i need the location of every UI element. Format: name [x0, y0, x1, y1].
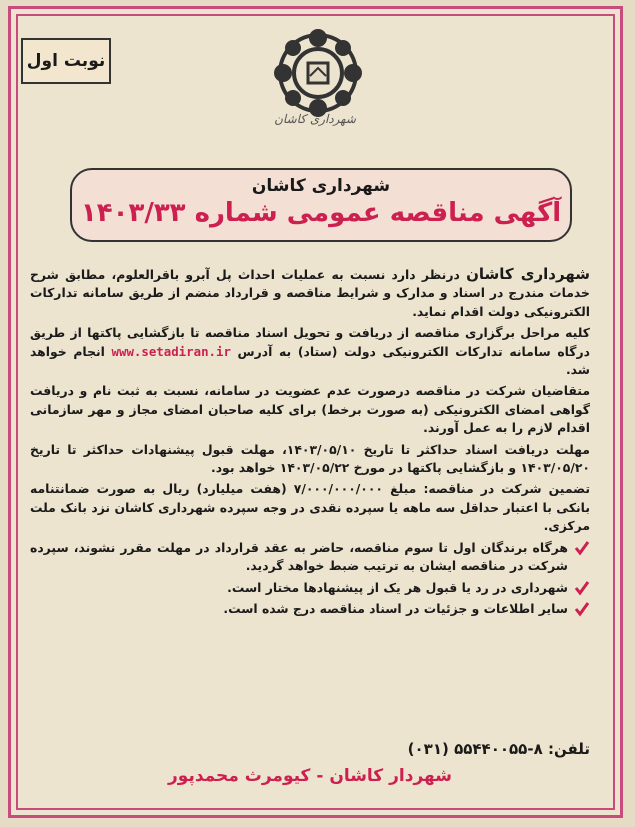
list-item: [30, 600, 590, 618]
setadiran-link[interactable]: www.setadiran.ir: [111, 343, 231, 359]
intro-text: درنظر دارد نسبت به عملیات احداث پل آبرو باقرالعلوم، مطابق شرح خدمات مندرج در اسناد و مدارک و شرایط مناقصه و قرارداد منضم از طریق سامانه تدارکات الکترونیکی دولت اقدام نماید.: [30, 267, 590, 319]
paragraph-process: [30, 324, 590, 379]
organization-name: شهرداری کاشان: [251, 176, 391, 196]
paragraph-intro: [30, 265, 590, 321]
list-item-text: شهرداری در رد یا قبول هر یک از پیشنهادها مختار است.: [227, 579, 568, 595]
list-item: [30, 579, 590, 597]
process-text: کلیه مراحل برگزاری مناقصه از دریافت و تحویل اسناد مناقصه تا بازگشایی پاکتها از طریق درگاه سامانه تدارکات الکترونیکی دولت (ستاد) به آدرس: [30, 325, 590, 359]
logo-caption: شهرداری کاشان: [274, 112, 356, 126]
organization-name-inline: شهرداری کاشان: [466, 265, 590, 283]
kashan-municipality-logo-icon: [268, 28, 368, 148]
list-item-text: هرگاه برندگان اول تا سوم مناقصه، حاضر به عقد قرارداد در مهلت مقرر نشوند، سپرده شرکت در مناقصه ایشان به ترتیب ضبط خواهد گردید.: [30, 539, 568, 574]
checkmark-icon: [574, 601, 590, 617]
conditions-list: [30, 539, 590, 619]
announcement-body: [30, 265, 590, 621]
paragraph-deadlines: مهلت دریافت اسناد حداکثر تا تاریخ ۱۴۰۳/۰۵/۱۰، مهلت قبول پیشنهادات حداکثر تا تاریخ ۱۴۰۳/۰۵/۲۰ و بازگشایی پاکتها در مورخ ۱۴۰۳/۰۵/۲۲ خواهد بود.: [30, 441, 590, 476]
process-end-text: انجام خواهد شد.: [30, 343, 590, 378]
publication-round-badge: نوبت اول: [21, 38, 111, 84]
paragraph-registration: متقاضیان شرکت در مناقصه درصورت عدم عضویت در سامانه، نسبت به ثبت نام و دریافت گواهی امضای الکترونیکی (به صورت برخط) برای کلیه صاحبان امضای مجاز و مهر سازمانی اقدام لازم را به عمل آورند.: [30, 383, 590, 436]
title-box: [70, 168, 572, 242]
checkmark-icon: [574, 580, 590, 596]
list-item: [30, 539, 590, 576]
mayor-signature: شهردار کاشان - کیومرث محمدپور: [168, 766, 452, 786]
contact-phone: تلفن: ۸-۵۵۴۴۰۰۵۵ (۰۳۱): [407, 740, 590, 758]
checkmark-icon: [574, 540, 590, 556]
list-item-text: سایر اطلاعات و جزئیات در اسناد مناقصه درج شده است.: [223, 600, 568, 616]
paragraph-guarantee: تضمین شرکت در مناقصه: مبلغ ۷/۰۰۰/۰۰۰/۰۰۰ (هفت میلیارد) ریال به صورت ضمانتنامه بانکی با اعتبار حداقل سه ماهه یا سپرده نقدی در وجه سپرده شهرداری کاشان نزد بانک ملت مرکزی.: [30, 481, 591, 534]
tender-title: آگهی مناقصه عمومی شماره ۱۴۰۳/۳۳: [80, 198, 562, 228]
